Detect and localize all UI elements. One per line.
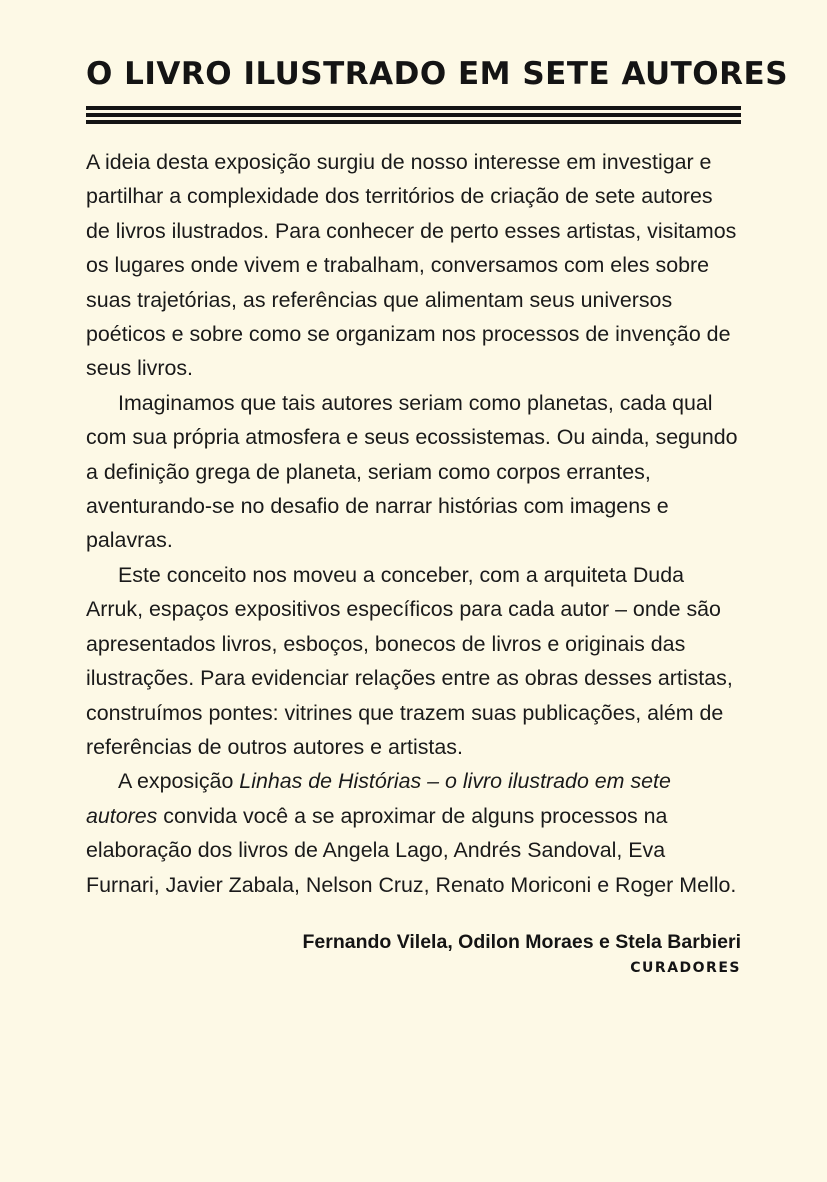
paragraph-1: A ideia desta exposição surgiu de nosso interesse em investigar e partilhar a complexidade dos territórios de criação de sete autores de livros ilustrados. Para conhecer de perto esses artistas, visitamos os lugares onde vivem e trabalham, conversamos com eles sobre suas trajetórias, as referências que alimentam seus universos poéticos e sobre como se organizam nos processos de invenção de seus livros. [86,150,737,381]
curator-role: CURADORES [630,959,741,976]
paragraph-4-lead: A exposição [118,769,240,794]
divider-line [86,120,741,124]
title-divider [86,106,741,124]
paragraph-4-rest: convida você a se aproximar de alguns processos na elaboração dos livros de Angela Lago, Andrés Sandoval, Eva Furnari, Javier Zabala, Nelson Cruz, Renato Moriconi e Roger Mello. [86,803,737,897]
document-page [86,52,789,980]
exhibition-title: Linhas de Histórias – o livro ilustrado em sete autores [86,769,671,828]
divider-line [86,113,741,117]
curator-names: Fernando Vilela, Odilon Moraes e Stela Barbieri [302,930,741,953]
paragraph-3: Este conceito nos moveu a conceber, com a arquiteta Duda Arruk, espaços expositivos específicos para cada autor – onde são apresentados livros, esboços, bonecos de livros e originais das ilustrações. Para evidenciar relações entre as obras desses artistas, construímos pontes: vitrines que trazem suas publicações, além de referências de outros autores e artistas. [86,562,733,759]
signature-block [86,928,741,980]
paragraph-4 [86,764,741,902]
article-body [86,145,741,902]
paragraph-2: Imaginamos que tais autores seriam como planetas, cada qual com sua própria atmosfera e seus ecossistemas. Ou ainda, segundo a definição grega de planeta, seriam como corpos errantes, aventurando-se no desafio de narrar histórias com imagens e palavras. [86,390,738,553]
divider-line [86,106,741,110]
page-title: O LIVRO ILUSTRADO EM SETE AUTORES [86,56,789,92]
